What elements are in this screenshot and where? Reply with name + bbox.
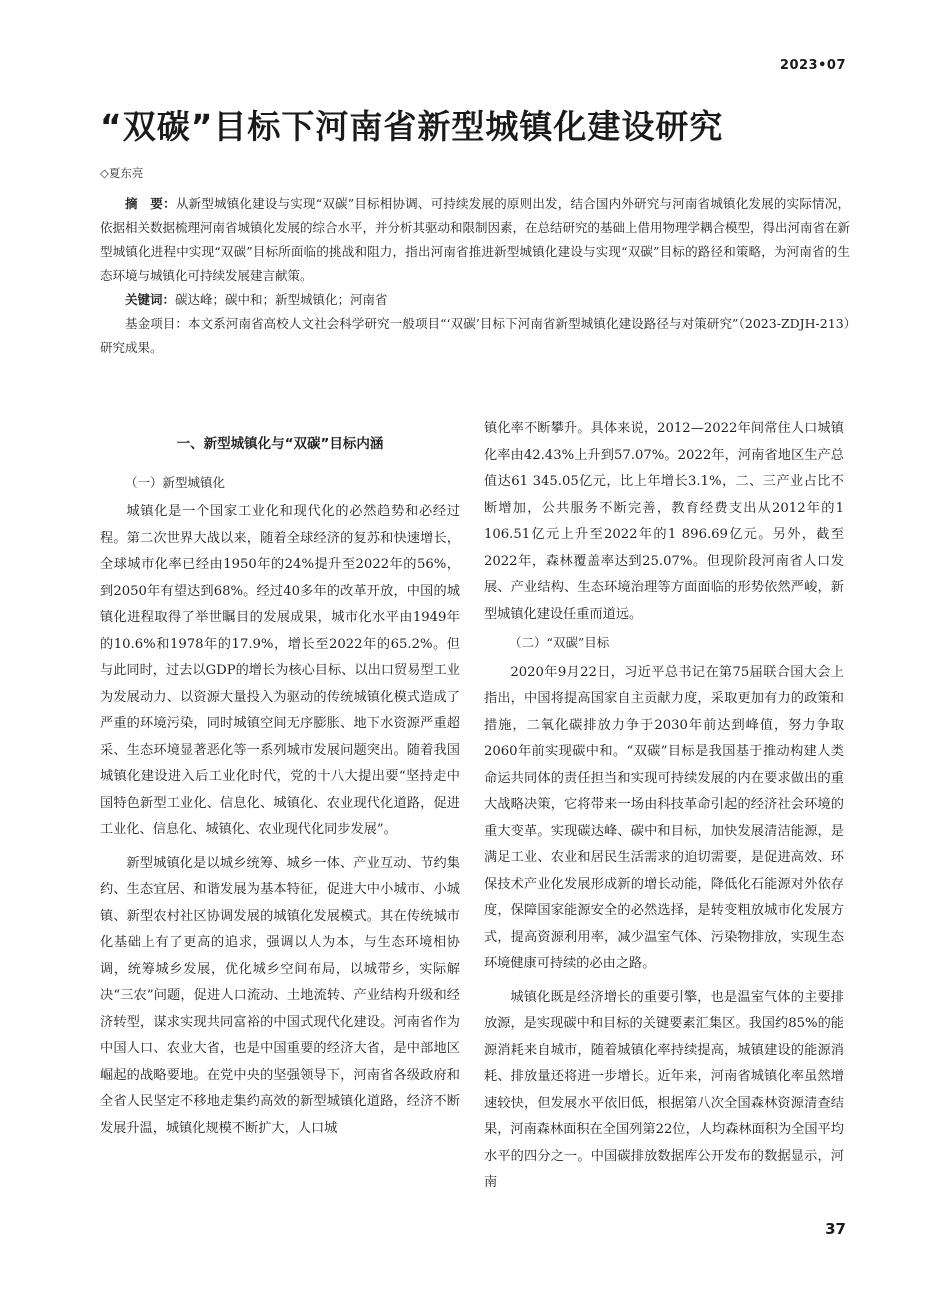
article-title: “双碳”目标下河南省新型城镇化建设研究 (100, 107, 724, 146)
author-line: ◇夏东亮 (100, 166, 144, 180)
page-number: 37 (825, 1220, 846, 1238)
keywords (100, 288, 850, 312)
fund-note: 基金项目：本文系河南省高校人文社会科学研究一般项目“‘双碳’目标下河南省新型城镇化建设路径与对策研究”（2023-ZDJH-213）研究成果。 (100, 316, 850, 355)
paragraph-5: 城镇化既是经济增长的重要引擎，也是温室气体的主要排放源，是实现碳中和目标的关键要素汇集区。我国约85%的能源消耗来自城市，随着城镇化率持续提高，城镇建设的能源消耗、排放量还将进一步增长。近年来，河南省城镇化率虽然增速较快，但发展水平依旧低，根据第八次全国森林资源清查结果，河南森林面积在全国列第22位，人均森林面积为全国平均水平的四分之一。中国碳排放数据库公开发布的数据显示，河南 (484, 989, 844, 1190)
section-title: 一、新型城镇化与“双碳”目标内涵 (176, 436, 384, 452)
abstract-label: 摘 要： (125, 196, 176, 211)
paragraph-1: 城镇化是一个国家工业化和现代化的必然趋势和必经过程。第二次世界大战以来，随着全球经济的复苏和快速增长，全球城市化率已经由1950年的24%提升至2022年的56%，到2050年有望达到68%。经过40多年的改革开放，中国的城镇化进程取得了举世瞩目的发展成果，城市化水平由1949年的10.6%和1978年的17.9%，增长至2022年的65.2%。但与此同时，过去以GDP的增长为核心目标、以出口贸易型工业为发展动力、以资源大量投入为驱动的传统城镇化模式造成了严重的环境污染，同时城镇空间无序膨胀、地下水资源严重超采、生态环境显著恶化等一系列城市发展问题突出。随着我国城镇化建设进入后工业化时代，党的十八大提出要“坚持走中国特色新型工业化、信息化、城镇化、农业现代化道路，促进工业化、信息化、城镇化、农业现代化同步发展”。 (100, 504, 460, 837)
left-column (100, 416, 460, 1142)
subsection-title-2: （二）“双碳”目标 (509, 635, 610, 650)
keywords-label: 关键词： (125, 292, 176, 307)
abstract-block (100, 192, 850, 360)
keywords-text: 碳达峰；碳中和；新型城镇化；河南省 (175, 292, 388, 307)
right-column (484, 416, 844, 1197)
issue-label: 2023•07 (779, 58, 846, 73)
subsection-title-1: （一）新型城镇化 (125, 474, 226, 490)
paragraph-4: 2020年9月22日，习近平总书记在第75届联合国大会上指出，中国将提高国家自主贡献力度，采取更加有力的政策和措施，二氧化碳排放力争于2030年前达到峰值，努力争取2060年前实现碳中和。“双碳”目标是我国基于推动构建人类命运共同体的责任担当和实现可持续发展的内在要求做出的重大战略决策，它将带来一场由科技革命引起的经济社会环境的重大变革。实现碳达峰、碳中和目标，加快发展清洁能源，是满足工业、农业和居民生活需求的迫切需要，是促进高效、环保技术产业化发展形成新的增长动能，降低化石能源对外依存度，保障国家能源安全的必然选择，是转变粗放城市化发展方式，提高资源利用率，减少温室气体、污染物排放，实现生态环境健康可持续的必由之路。 (484, 664, 844, 971)
paragraph-2: 新型城镇化是以城乡统筹、城乡一体、产业互动、节约集约、生态宜居、和谐发展为基本特征，促进大中小城市、小城镇、新型农村社区协调发展的城镇化发展模式。其在传统城市化基础上有了更高的追求，强调以人为本，与生态环境相协调，统筹城乡发展，优化城乡空间布局，以城带乡，实际解决“三农”问题，促进人口流动、土地流转、产业结构升级和经济转型，谋求实现共同富裕的中国式现代化建设。河南省作为中国人口、农业大省，也是中国重要的经济大省，是中部地区崛起的战略要地。在党中央的坚强领导下，河南省各级政府和全省人民坚定不移地走集约高效的新型城镇化道路，经济不断发展升温，城镇化规模不断扩大，人口城 (100, 855, 460, 1136)
abstract (100, 192, 850, 288)
paragraph-3: 镇化率不断攀升。具体来说，2012—2022年间常住人口城镇化率由42.43%上升到57.07%。2022年，河南省地区生产总值达61 345.05亿元，比上年增长3.1%，二、三产业占比不断增加，公共服务不断完善，教育经费支出从2012年的1 106.51亿元上升至2022年的1 896.69亿元。另外，截至2022年，森林覆盖率达到25.07%。但现阶段河南省人口发展、产业结构、生态环境治理等方面面临的形势依然严峻，新型城镇化建设任重而道远。 (484, 421, 844, 622)
abstract-text: 从新型城镇化建设与实现“双碳”目标相协调、可持续发展的原则出发，结合国内外研究与河南省城镇化发展的实际情况，依据相关数据梳理河南省城镇化发展的综合水平，并分析其驱动和限制因素，在总结研究的基础上借用物理学耦合模型，得出河南省在新型城镇化进程中实现“双碳”目标所面临的挑战和阻力，指出河南省推进新型城镇化建设与实现“双碳”目标的路径和策略，为河南省的生态环境与城镇化可持续发展建言献策。 (100, 196, 851, 283)
